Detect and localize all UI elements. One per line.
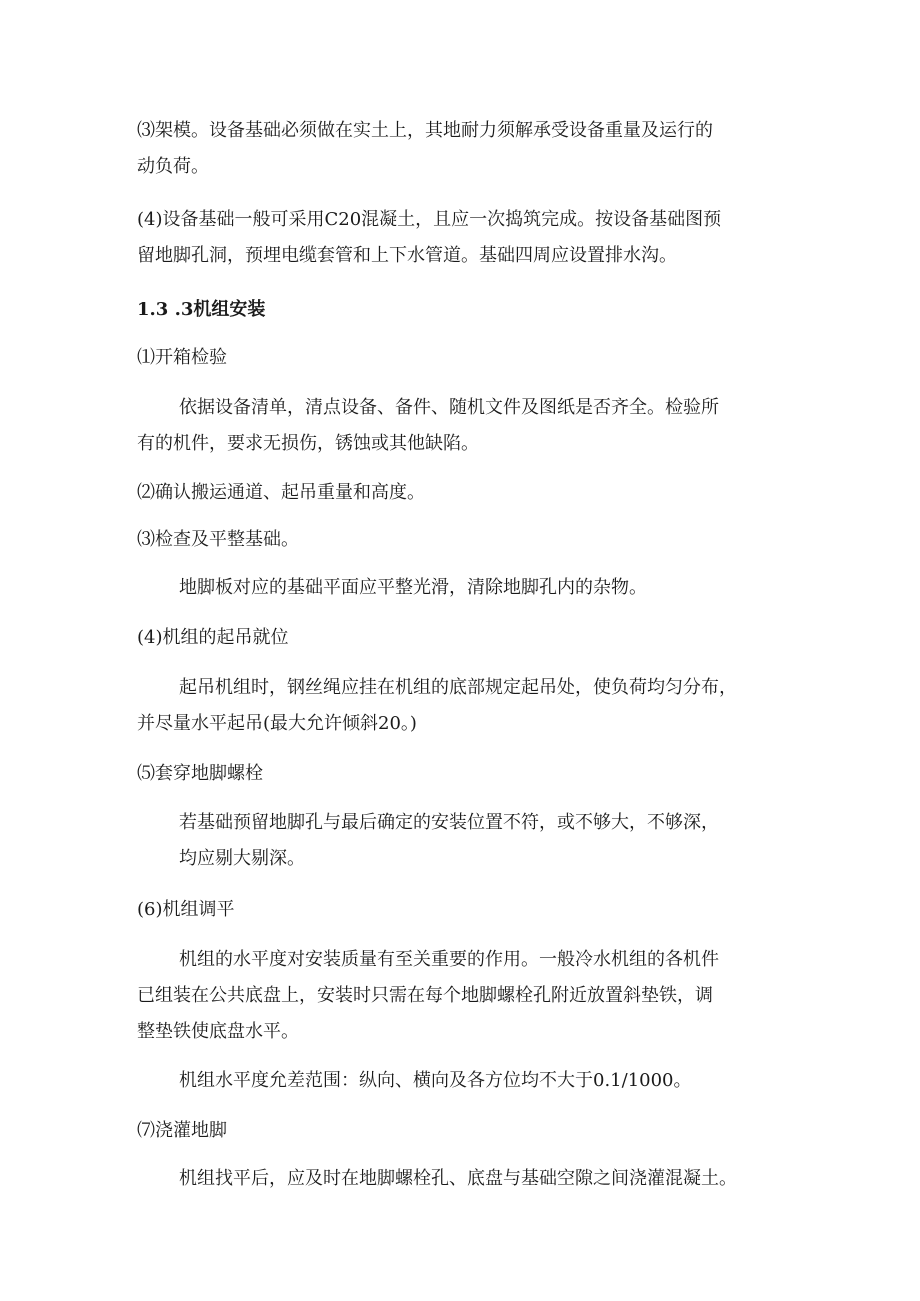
item-6-body-line-2: 已组装在公共底盘上，安装时只需在每个地脚螺栓孔附近放置斜垫铁，调 [137,985,713,1006]
item-3-heading: ⑶检查及平整基础。 [137,529,299,550]
item-7-heading: ⑺浇灌地脚 [137,1120,227,1141]
paragraph-3-line-2: 动负荷。 [137,156,209,177]
item-6-body-line-3: 整垫铁使底盘水平。 [137,1021,299,1042]
item-1-heading: ⑴开箱检验 [137,347,227,368]
item-3-body: 地脚板对应的基础平面应平整光滑，清除地脚孔内的杂物。 [179,577,647,598]
item-6-heading: (6)机组调平 [137,899,235,920]
item-6-body-line-1: 机组的水平度对安装质量有至关重要的作用。一般冷水机组的各机件 [179,949,719,970]
paragraph-3-line-1: ⑶架模。设备基础必须做在实土上，其地耐力须解承受设备重量及运行的 [137,120,713,141]
item-2-heading: ⑵确认搬运通道、起吊重量和高度。 [137,482,425,503]
section-heading: 1.3 .3机组安装 [137,299,266,320]
item-4-body-line-2: 并尽量水平起吊(最大允许倾斜20。) [137,713,417,734]
item-5-body-line-1: 若基础预留地脚孔与最后确定的安装位置不符，或不够大，不够深， [179,812,719,833]
item-7-body: 机组找平后，应及时在地脚螺栓孔、底盘与基础空隙之间浇灌混凝土。 [179,1168,737,1189]
item-4-body-line-1: 起吊机组时，钢丝绳应挂在机组的底部规定起吊处，使负荷均匀分布， [179,677,737,698]
item-1-body-line-2: 有的机件，要求无损伤，锈蚀或其他缺陷。 [137,433,479,454]
item-4-heading: (4)机组的起吊就位 [137,627,289,648]
paragraph-4-line-2: 留地脚孔洞，预埋电缆套管和上下水管道。基础四周应设置排水沟。 [137,245,677,266]
item-6-tolerance: 机组水平度允差范围：纵向、横向及各方位均不大于0.1/1000。 [179,1070,692,1091]
paragraph-4-line-1: (4)设备基础一般可采用C20混凝土，且应一次捣筑完成。按设备基础图预 [137,209,722,230]
item-5-heading: ⑸套穿地脚螺栓 [137,763,263,784]
item-1-body-line-1: 依据设备清单，清点设备、备件、随机文件及图纸是否齐全。检验所 [179,397,719,418]
item-5-body-line-2: 均应剔大剔深。 [179,848,305,869]
